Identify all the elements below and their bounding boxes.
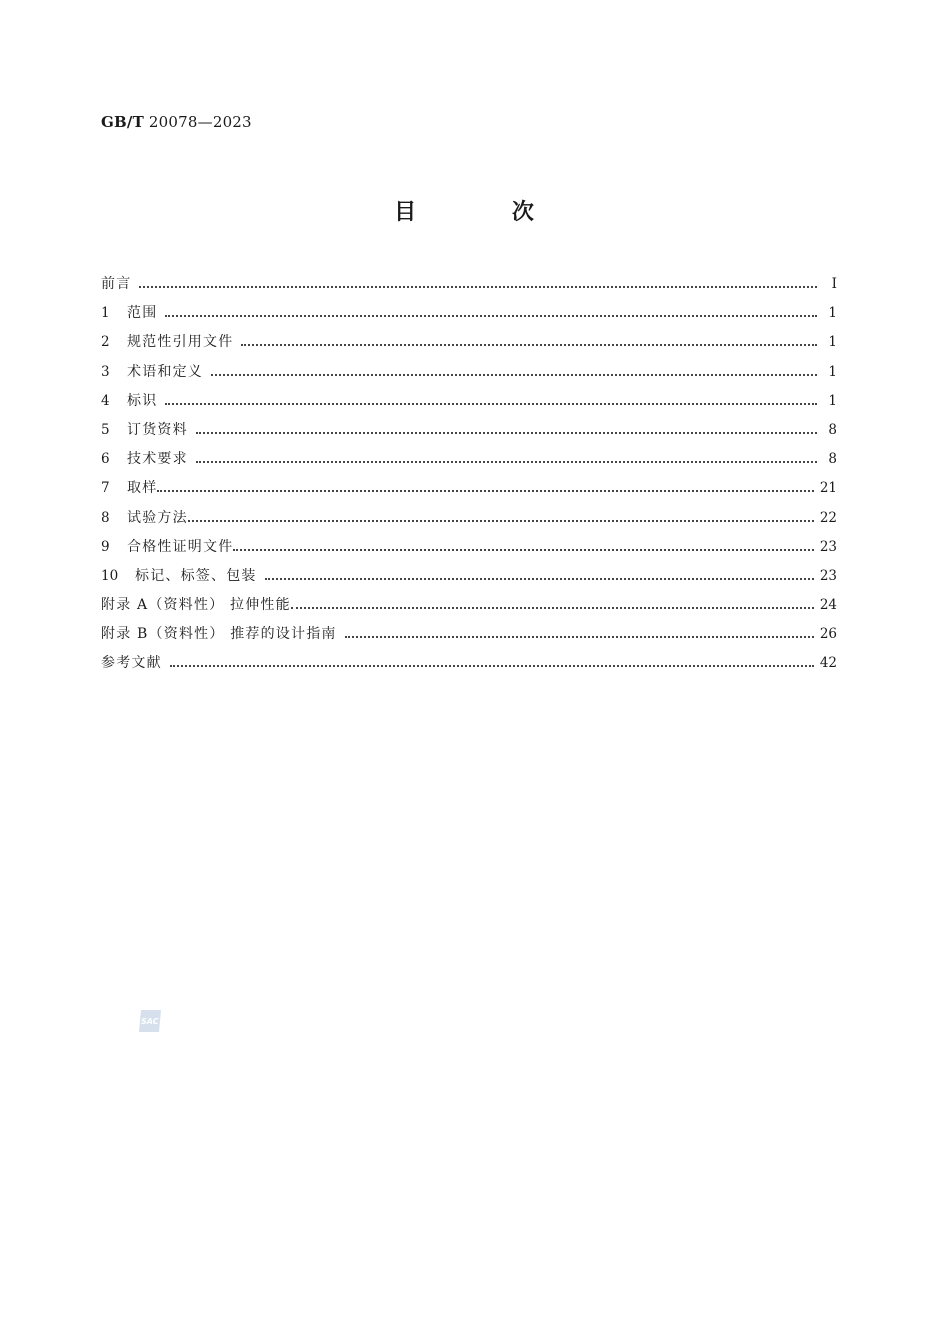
sac-logo-text: SAC [141, 1017, 159, 1026]
toc-entry-page: 1 [828, 392, 837, 409]
toc-entry-number: 7 [101, 480, 110, 497]
toc-entry-label: 术语和定义 [127, 363, 203, 380]
toc-entry-label: 范围 [127, 305, 158, 322]
toc-entry-label: 附录 A（资料性） 拉伸性能 [101, 597, 291, 614]
toc-entry-test-methods[interactable] [101, 507, 837, 536]
toc-entry-page: 24 [819, 597, 837, 614]
toc-entry-foreword[interactable] [101, 273, 837, 302]
dot-leader [265, 577, 814, 580]
toc-entry-number: 8 [101, 509, 110, 526]
dot-leader [139, 285, 817, 288]
toc-entry-number: 5 [101, 421, 110, 438]
dot-leader [170, 664, 814, 667]
toc-entry-marking-labelling-packaging[interactable] [101, 565, 837, 594]
dot-leader [188, 519, 814, 522]
sac-watermark-logo [137, 1009, 163, 1033]
toc-entry-annex-b[interactable] [101, 623, 837, 652]
standard-number: 20078—2023 [148, 113, 252, 131]
toc-entry-page: 1 [828, 363, 837, 380]
toc-entry-label: 前言 [101, 276, 132, 292]
toc-entry-page: Ⅰ [831, 276, 837, 292]
toc-entry-annex-a[interactable] [101, 594, 837, 623]
toc-entry-number: 10 [101, 567, 119, 584]
dot-leader [165, 402, 817, 405]
dot-leader [211, 373, 817, 376]
toc-entry-label: 合格性证明文件 [127, 538, 234, 555]
toc-entry-page: 8 [828, 451, 837, 468]
toc-entry-bibliography[interactable] [101, 652, 837, 681]
toc-entry-label: 试验方法 [127, 509, 188, 526]
toc-title: 目 次 [394, 200, 578, 225]
toc-entry-identification[interactable] [101, 390, 837, 419]
table-of-contents [101, 273, 837, 682]
toc-entry-page: 21 [819, 480, 837, 497]
toc-entry-terms-definitions[interactable] [101, 361, 837, 390]
toc-entry-page: 8 [828, 421, 837, 438]
toc-entry-number: 4 [101, 392, 110, 409]
dot-leader [233, 548, 813, 551]
toc-entry-label: 标识 [127, 392, 158, 409]
toc-entry-label: 取样 [127, 480, 158, 497]
standard-prefix: GB/T [101, 113, 144, 131]
toc-entry-sampling[interactable] [101, 477, 837, 506]
dot-leader [196, 431, 817, 434]
sac-logo-icon [137, 1009, 163, 1033]
toc-entry-normative-references[interactable] [101, 331, 837, 360]
dot-leader [345, 635, 814, 638]
toc-entry-ordering-information[interactable] [101, 419, 837, 448]
toc-entry-number: 9 [101, 538, 110, 555]
toc-entry-label: 参考文献 [101, 655, 162, 672]
toc-entry-scope[interactable] [101, 302, 837, 331]
toc-entry-number: 6 [101, 451, 110, 468]
toc-entry-label: 订货资料 [127, 421, 188, 438]
dot-leader [196, 460, 817, 463]
standard-code [101, 113, 252, 131]
dot-leader [157, 489, 813, 492]
toc-entry-page: 22 [819, 509, 837, 526]
dot-leader [241, 343, 817, 346]
toc-entry-page: 1 [828, 305, 837, 322]
dot-leader [291, 606, 814, 609]
toc-entry-page: 23 [819, 538, 837, 555]
toc-entry-number: 1 [101, 305, 110, 322]
toc-entry-label: 技术要求 [127, 451, 188, 468]
toc-entry-label: 规范性引用文件 [127, 334, 234, 351]
toc-entry-page: 42 [819, 655, 837, 672]
toc-entry-label: 标记、标签、包装 [135, 567, 257, 584]
toc-entry-page: 1 [828, 334, 837, 351]
dot-leader [165, 314, 817, 317]
toc-entry-number: 3 [101, 363, 110, 380]
toc-entry-conformity-documents[interactable] [101, 536, 837, 565]
toc-entry-number: 2 [101, 334, 110, 351]
toc-entry-page: 23 [819, 567, 837, 584]
toc-entry-label: 附录 B（资料性） 推荐的设计指南 [101, 626, 337, 643]
toc-entry-technical-requirements[interactable] [101, 448, 837, 477]
toc-entry-page: 26 [819, 626, 837, 643]
